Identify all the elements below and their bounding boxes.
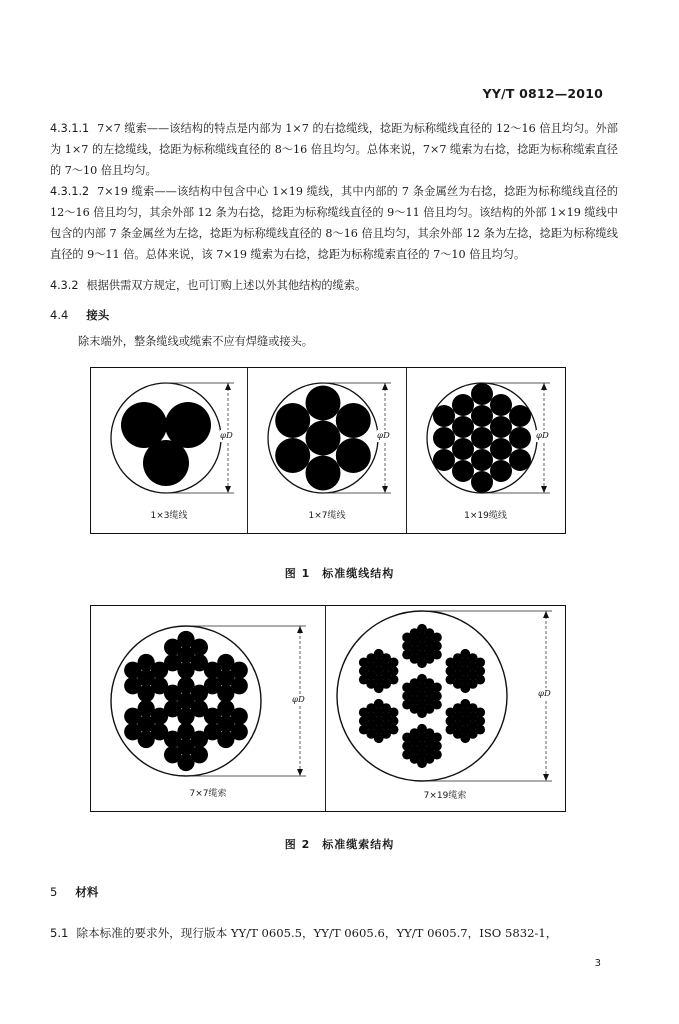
wire-cross-section <box>468 703 478 713</box>
diameter-label: φD <box>292 695 305 705</box>
figure-1-panel-1x3 <box>91 368 248 533</box>
section-title: 材料 <box>75 885 99 899</box>
wire-cross-section <box>475 675 485 685</box>
wire-cross-section <box>389 666 399 676</box>
wire-cross-section <box>191 639 208 656</box>
wire-cross-section <box>381 703 391 713</box>
paragraph-4-4-body: 除末端外，整条缆线或缆索不应有焊缝或接头。 <box>78 335 313 348</box>
wire-cross-section <box>425 678 435 688</box>
clause-number: 4.3.2 <box>50 279 79 292</box>
wire-cross-section <box>446 666 456 676</box>
wire-cross-section <box>231 662 248 679</box>
wire-cross-section <box>124 662 141 679</box>
figure-1-panel-1x7 <box>248 368 407 533</box>
clause-text: 7×19 缆索——该结构中包含中心 1×19 缆线，其中内部的 7 条金属丝为右捻，捻距为标称缆线直径的 12～16 倍且均匀，其余外部 12 条为右捻，捻距为标称缆线直径的 9～11 倍且均匀。该结构的外部 1×19 缆线中包含的内部 7 条金属丝为左捻，捻距为标称缆线直径的 8～16 倍且均匀，其余外部 12 条为左捻，捻距为标称缆线直径的 9～11 倍。总体来说，该 7×19 缆索为右捻，捻距为标称缆索直径的 7～10 倍且均匀。 <box>50 185 618 261</box>
wire-cross-section <box>446 708 456 718</box>
figure-1-title: 图 1 标准缆线结构 <box>284 567 395 580</box>
section-number: 4.4 <box>50 308 69 322</box>
diameter-label: φD <box>536 431 549 441</box>
wire-cross-section <box>359 708 369 718</box>
figure-2-panel-7x19 <box>326 606 564 811</box>
clause-number: 5.1 <box>50 926 69 940</box>
wire-cross-section <box>432 750 442 760</box>
section-heading-4-4 <box>50 305 618 326</box>
wire-cross-section <box>446 658 456 668</box>
wire-cross-section <box>164 731 181 748</box>
paragraph-5-1 <box>50 923 618 944</box>
wire-cross-section <box>468 653 478 663</box>
wire-cross-section <box>231 723 248 740</box>
wire-cross-section <box>432 700 442 710</box>
wire-cross-section <box>402 641 412 651</box>
figure-1-caption-1x3: 1×3缆线 <box>150 511 188 521</box>
clause-number: 4.3.1.2 <box>50 185 90 198</box>
wire-cross-section <box>204 662 221 679</box>
figure-2-frame <box>90 605 566 812</box>
wire-cross-section <box>475 666 485 676</box>
figure-1-caption-1x19: 1×19缆线 <box>464 511 507 521</box>
wire-cross-section <box>124 708 141 725</box>
wire-cross-section <box>231 677 248 694</box>
wire-cross-section <box>432 650 442 660</box>
figure-2-title: 图 2 标准缆索结构 <box>284 838 395 851</box>
wire-cross-section <box>389 725 399 735</box>
wire-cross-section <box>402 741 412 751</box>
wire-cross-section <box>425 728 435 738</box>
paragraph-4-3-1-2 <box>50 181 618 265</box>
figure-2-caption-7x19: 7×19缆索 <box>423 791 467 801</box>
wire-cross-section <box>151 677 168 694</box>
clause-number: 4.3.1.1 <box>50 122 90 135</box>
paragraph-4-3-2 <box>50 275 618 296</box>
paragraph-4-3-1-1 <box>50 118 618 181</box>
section-heading-5 <box>50 882 618 903</box>
wire-cross-section <box>191 746 208 763</box>
wire-cross-section <box>402 633 412 643</box>
figure-2-panel-7x7 <box>91 606 326 811</box>
wire-cross-section <box>359 716 369 726</box>
standard-code: YY/T 0812—2010 <box>482 86 603 101</box>
wire-cross-section <box>231 708 248 725</box>
cable-7x19-diagram <box>326 606 564 811</box>
wire-cross-section <box>432 741 442 751</box>
wire-cross-section <box>402 733 412 743</box>
wire-cross-section <box>402 691 412 701</box>
wire-cross-section <box>432 641 442 651</box>
diameter-label: φD <box>377 431 390 441</box>
wire-cross-section <box>389 675 399 685</box>
wire-cross-section <box>425 628 435 638</box>
diameter-label: φD <box>538 689 551 699</box>
figure-1-panel-1x19 <box>407 368 564 533</box>
wire-cross-section <box>381 653 391 663</box>
wire-cross-section <box>389 716 399 726</box>
wire-cross-section <box>151 662 168 679</box>
wire-cross-section <box>151 708 168 725</box>
page-number: 3 <box>594 958 601 969</box>
wire-cross-section <box>475 725 485 735</box>
cable-7x7-diagram <box>91 606 326 811</box>
wire-cross-section <box>402 683 412 693</box>
clause-text: 7×7 缆索——该结构的特点是内部为 1×7 的右捻缆线，捻距为标称缆线直径的 12～16 倍且均匀。外部为 1×7 的左捻缆线，捻距为标称缆线直径的 8～16 倍且均匀。总体来说，7×7 缆索为右捻，捻距为标称缆索直径的 7～10 倍且均匀。 <box>50 122 618 177</box>
wire-cross-section <box>359 658 369 668</box>
figure-2-caption-7x7: 7×7缆索 <box>189 789 227 799</box>
figure-1-caption-1x7: 1×7缆线 <box>308 511 346 521</box>
wire-cross-section <box>446 716 456 726</box>
section-number: 5 <box>50 885 58 899</box>
wire-cross-section <box>432 691 442 701</box>
diameter-label: φD <box>220 431 233 441</box>
wire-cross-section <box>475 716 485 726</box>
clause-text: 除本标准的要求外，现行版本 YY/T 0605.5，YY/T 0605.6，YY/T 0605.7，ISO 5832-1， <box>76 926 558 940</box>
wire-cross-section <box>164 639 181 656</box>
wire-cross-section <box>359 666 369 676</box>
figure-1-frame <box>90 367 566 534</box>
section-title: 接头 <box>86 308 110 322</box>
clause-text: 根据供需双方规定，也可订购上述以外其他结构的缆索。 <box>86 279 367 292</box>
wire-cross-section <box>204 708 221 725</box>
